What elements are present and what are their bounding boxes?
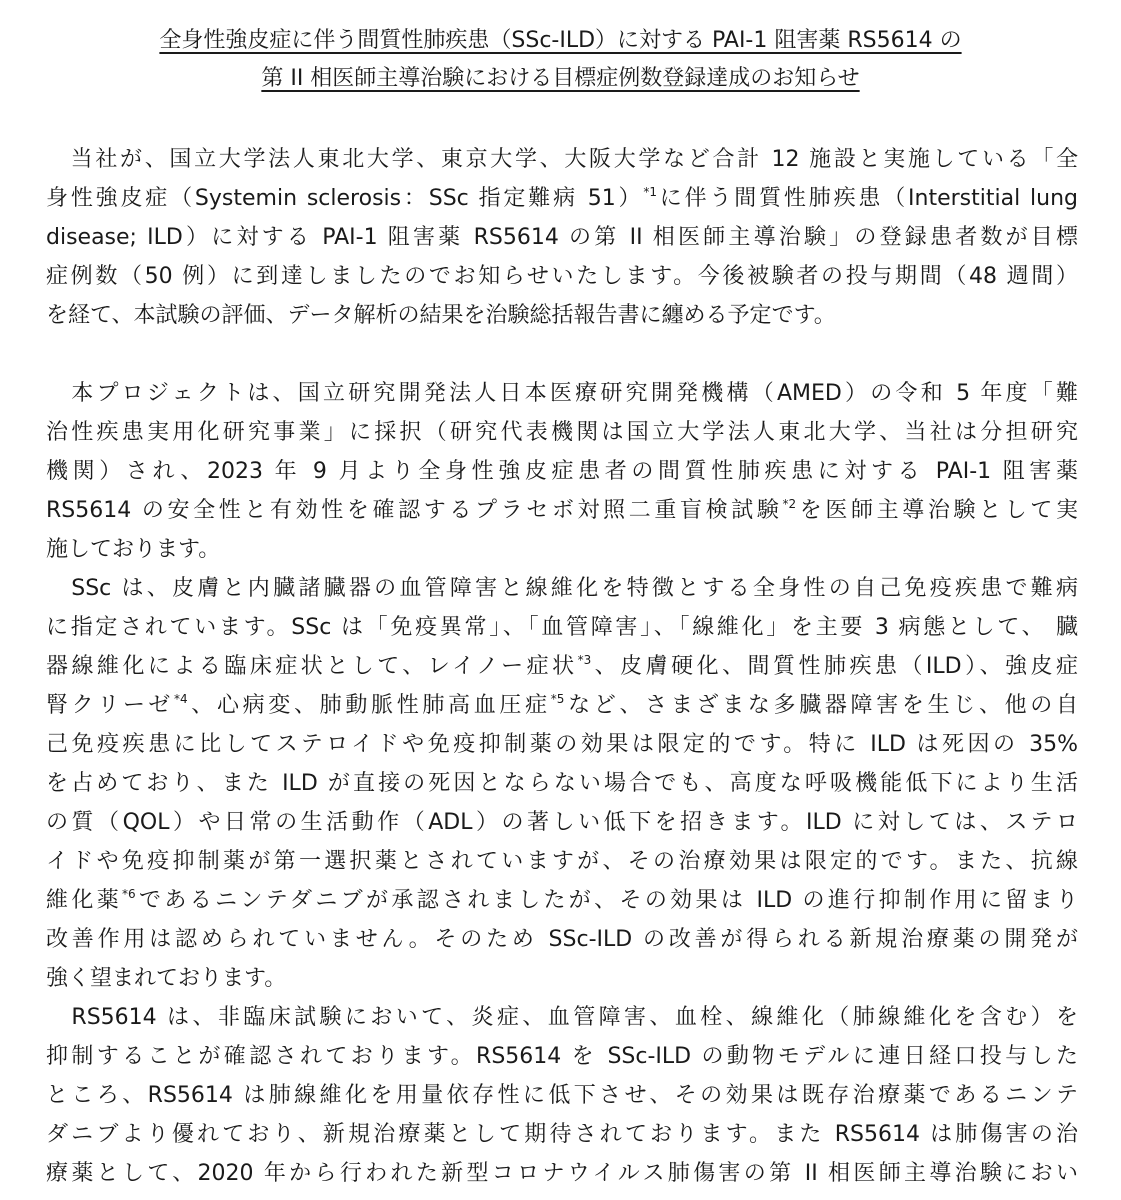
text-line: ダニブより優れており、新規治療薬として期待されております。また RS5614 は肺傷害の治 [46, 1122, 1078, 1147]
text-line: SSc は、皮膚と内臓諸臓器の血管障害と線維化を特徴とする全身性の自己免疫疾患で難病 [46, 576, 1078, 601]
paragraph-rs5614 [46, 998, 1078, 1193]
paragraph-ssc-background [46, 569, 1078, 998]
text-line: に指定されています。SSc は「免疫異常」、「血管障害」、「線維化」を主要 3 病態として、 臓 [46, 615, 1078, 640]
text-line: の質（QOL）や日常の生活動作（ADL）の著しい低下を招きます。ILD に対しては、ステロ [46, 810, 1078, 835]
footnote-mark-2: *2 [782, 497, 797, 511]
text-line: 改善作用は認められていません。そのため SSc-ILD の改善が得られる新規治療薬の開発が [46, 927, 1078, 952]
footnote-mark-5: *5 [550, 692, 565, 706]
text-line: 強く望まれております。 [46, 966, 287, 991]
footnote-mark-6: *6 [122, 887, 136, 901]
text-line: を占めており、また ILD が直接の死因とならない場合でも、高度な呼吸機能低下により生活 [46, 771, 1078, 796]
text-line: 己免疫疾患に比してステロイドや免疫抑制薬の効果は限定的です。特に ILD は死因の 35% [46, 732, 1078, 757]
text-line: イドや免疫抑制薬が第一選択薬とされていますが、その治療効果は限定的です。また、抗線 [46, 849, 1078, 874]
text-line: 抑制することが確認されております。RS5614 を SSc-ILD の動物モデルに連日経口投与した [46, 1044, 1078, 1069]
title-line-2: 第 II 相医師主導治験における目標症例数登録達成のお知らせ [261, 66, 860, 91]
text-line: RS5614 は、非臨床試験において、炎症、血管障害、血栓、線維化（肺線維化を含む）を [46, 1005, 1078, 1030]
text-line: を経て、本試験の評価、データ解析の結果を治験総括報告書に纏める予定です。 [46, 303, 836, 328]
text-line: 症例数（50 例）に到達しましたのでお知らせいたします。今後被験者の投与期間（48 週間） [46, 264, 1078, 289]
document-title [0, 22, 1121, 98]
paragraph-announcement [46, 140, 1078, 335]
text-line: 本プロジェクトは、国立研究開発法人日本医療研究開発機構（AMED）の令和 5 年度「難 [46, 381, 1078, 406]
text-line: 施しております。 [46, 537, 221, 562]
text-line: 維化薬$^{*6}$であるニンテダニブが承認されましたが、その効果は ILD の進行抑制作用に留まり [46, 887, 1078, 913]
text-line: 身性強皮症（Systemin sclerosis：SSc 指定難病 51）$^{*1}$に伴う間質性肺疾患（Interstitial lung [46, 185, 1078, 211]
text-line: ところ、RS5614 は肺線維化を用量依存性に低下させ、その効果は既存治療薬であるニンテ [46, 1083, 1078, 1108]
document-body [46, 140, 1078, 1193]
paragraph-project [46, 374, 1078, 569]
text-line: 腎クリーゼ$^{*4}$、心病変、肺動脈性肺高血圧症$^{*5}$など、さまざまな多臓器障害を生じ、他の自 [46, 692, 1078, 718]
text-line: 当社が、国立大学法人東北大学、東京大学、大阪大学など合計 12 施設と実施している「全 [46, 147, 1078, 172]
paragraph-gap [46, 335, 1078, 374]
text-line: 機関）され、2023 年 9 月より全身性強皮症患者の間質性肺疾患に対する PAI-1 阻害薬 [46, 459, 1078, 484]
footnote-mark-4: *4 [173, 692, 188, 706]
text-line: RS5614 の安全性と有効性を確認するプラセボ対照二重盲検試験$^{*2}$を医師主導治験として実 [46, 497, 1078, 523]
text-line: 器線維化による臨床症状として、レイノー症状$^{*3}$、皮膚硬化、間質性肺疾患（ILD）、強皮症 [46, 653, 1079, 679]
text-line: disease; ILD）に対する PAI-1 阻害薬 RS5614 の第 II 相医師主導治験」の登録患者数が目標 [46, 225, 1078, 250]
text-line: 治性疾患実用化研究事業」に採択（研究代表機関は国立大学法人東北大学、当社は分担研究 [46, 420, 1078, 445]
text-line: 療薬として、2020 年から行われた新型コロナウイルス肺傷害の第 II 相医師主導治験におい [46, 1161, 1078, 1186]
footnote-mark-1: *1 [643, 185, 657, 199]
footnote-mark-3: *3 [577, 653, 592, 667]
title-line-1: 全身性強皮症に伴う間質性肺疾患（SSc-ILD）に対する PAI-1 阻害薬 RS5614 の [159, 28, 962, 53]
